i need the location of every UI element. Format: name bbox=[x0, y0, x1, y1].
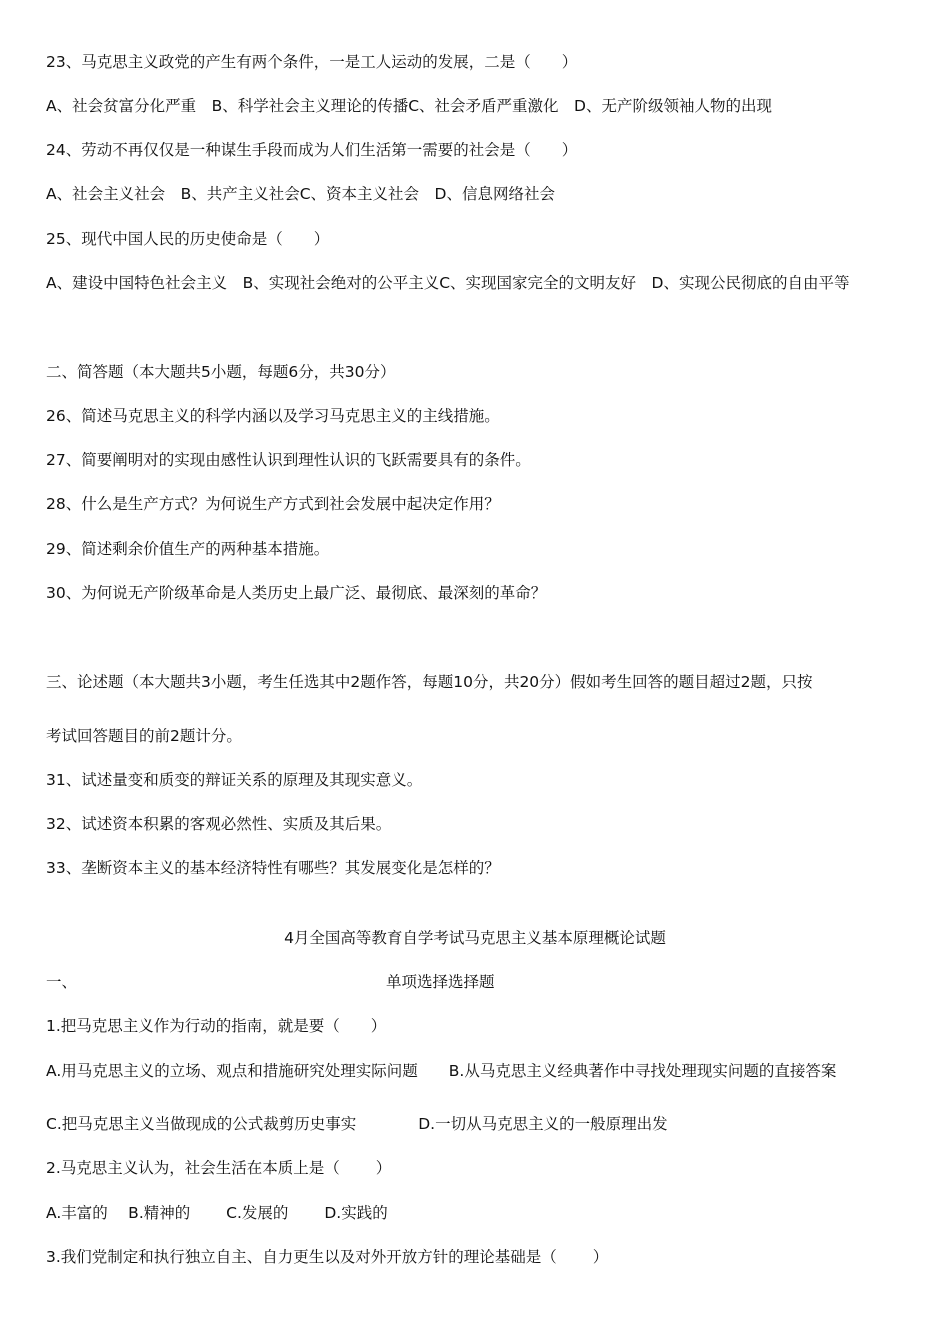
section-number: 一、 bbox=[46, 973, 78, 991]
question-30: 30、为何说无产阶级革命是人类历史上最广泛、最彻底、最深刻的革命？ bbox=[46, 584, 547, 602]
question-32: 32、试述资本积累的客观必然性、实质及其后果。 bbox=[46, 815, 392, 833]
question-27: 27、简要阐明对的实现由感性认识到理性认识的飞跃需要具有的条件。 bbox=[46, 451, 531, 469]
question-24: 24、劳动不再仅仅是一种谋生手段而成为人们生活第一需要的社会是（ ） bbox=[46, 141, 578, 159]
question-26: 26、简述马克思主义的科学内涵以及学习马克思主义的主线措施。 bbox=[46, 407, 500, 425]
question-1: 1.把马克思主义作为行动的指南，就是要（ ） bbox=[46, 1017, 387, 1035]
question-28: 28、什么是生产方式？为何说生产方式到社会发展中起决定作用？ bbox=[46, 495, 500, 513]
question-29: 29、简述剩余价值生产的两种基本措施。 bbox=[46, 540, 330, 558]
question-3: 3.我们党制定和执行独立自主、自力更生以及对外开放方针的理论基础是（ ） bbox=[46, 1248, 609, 1266]
question-24-options: A、社会主义社会 B、共产主义社会C、资本主义社会 D、信息网络社会 bbox=[46, 185, 555, 203]
question-25: 25、现代中国人民的历史使命是（ ） bbox=[46, 230, 330, 248]
question-1-options-line1: A.用马克思主义的立场、观点和措施研究处理实际问题 B.从马克思主义经典著作中寻找处理现实问题的直接答案 bbox=[46, 1062, 837, 1080]
question-25-options: A、建设中国特色社会主义 B、实现社会绝对的公平主义C、实现国家完全的文明友好 D、实现公民彻底的自由平等 bbox=[46, 274, 850, 292]
question-31: 31、试述量变和质变的辩证关系的原理及其现实意义。 bbox=[46, 771, 423, 789]
question-23: 23、马克思主义政党的产生有两个条件，一是工人运动的发展，二是（ ） bbox=[46, 53, 578, 71]
question-1-options-line2: C.把马克思主义当做现成的公式裁剪历史事实 D.一切从马克思主义的一般原理出发 bbox=[46, 1115, 668, 1133]
essay-heading-line2: 考试回答题目的前2题计分。 bbox=[46, 727, 242, 745]
question-2: 2.马克思主义认为，社会生活在本质上是（ ） bbox=[46, 1159, 392, 1177]
section-title: 单项选择选择题 bbox=[386, 973, 495, 991]
question-23-options: A、社会贫富分化严重 B、科学社会主义理论的传播C、社会矛盾严重激化 D、无产阶级领袖人物的出现 bbox=[46, 97, 772, 115]
exam-title: 4月全国高等教育自学考试马克思主义基本原理概论试题 bbox=[284, 929, 666, 947]
short-answer-heading: 二、简答题（本大题共5小题，每题6分，共30分） bbox=[46, 363, 396, 381]
essay-heading-line1: 三、论述题（本大题共3小题，考生任选其中2题作答，每题10分，共20分）假如考生回答的题目超过2题，只按 bbox=[46, 673, 813, 691]
question-2-options: A.丰富的 B.精神的 C.发展的 D.实践的 bbox=[46, 1204, 388, 1222]
question-33: 33、垄断资本主义的基本经济特性有哪些？其发展变化是怎样的？ bbox=[46, 859, 500, 877]
